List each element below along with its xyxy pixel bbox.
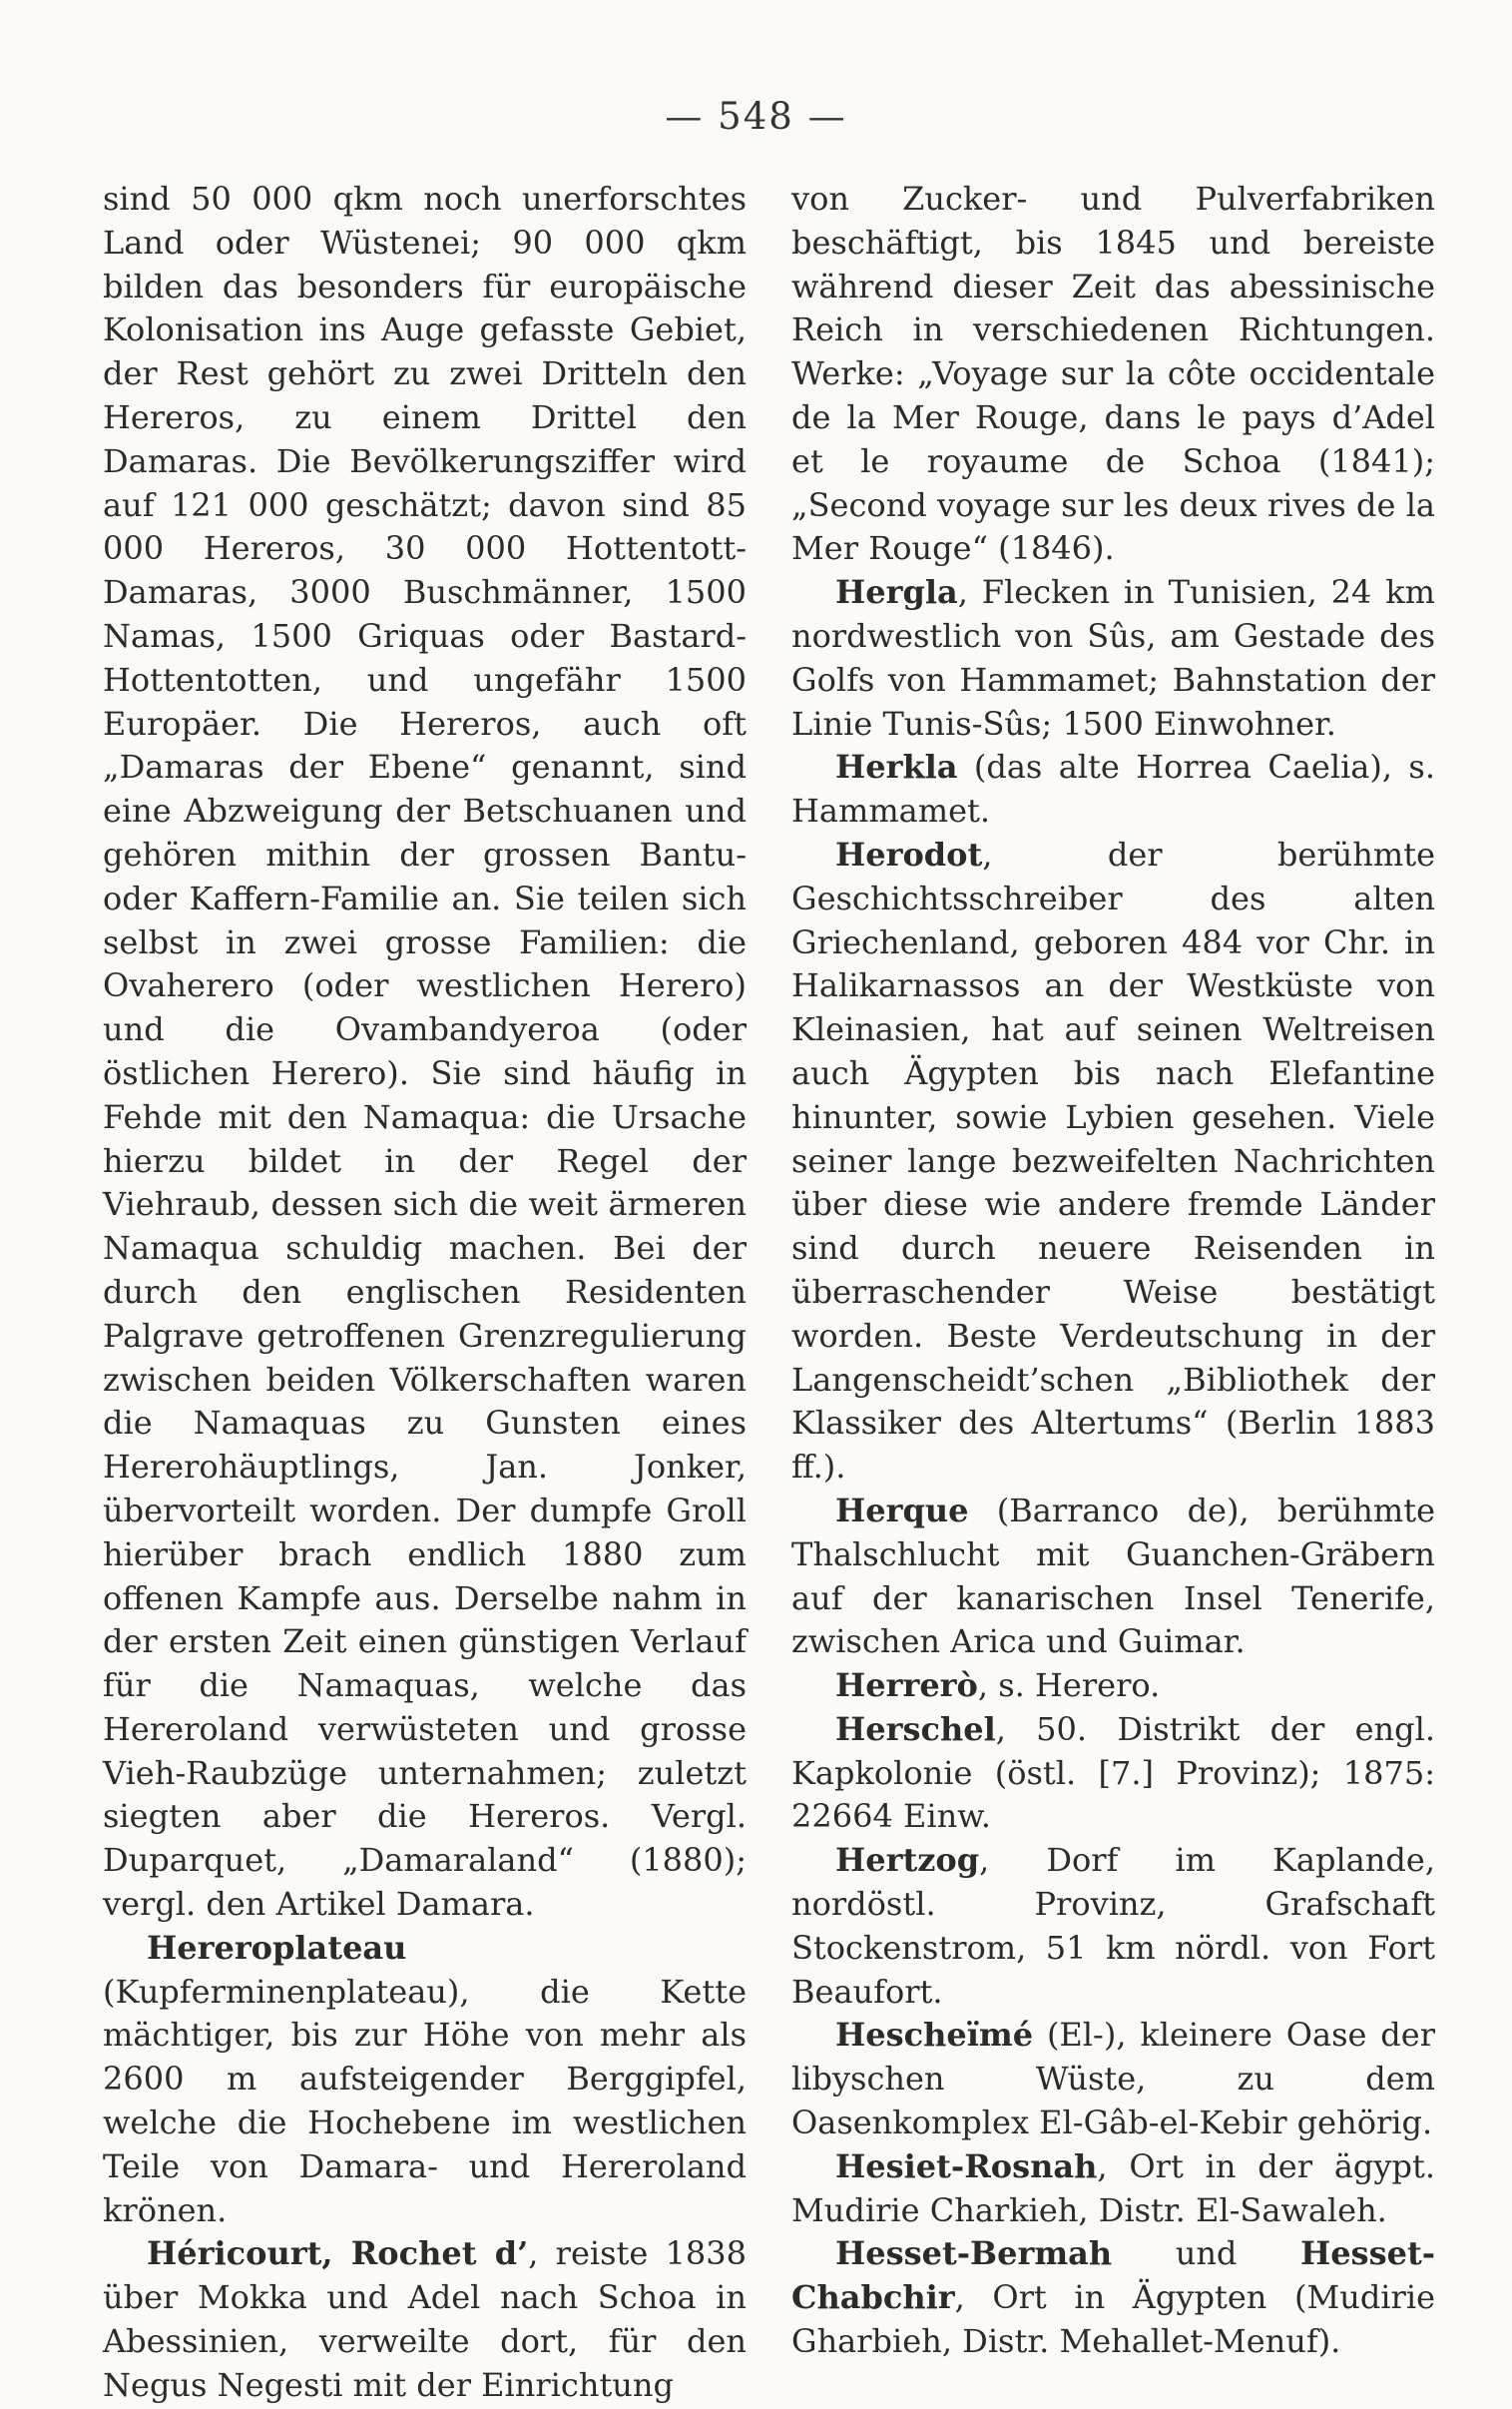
entry-text: , Flecken in Tunisien, 24 km nordwestlich von Sûs, am Gestade des Golfs von Hammamet; Bahnstation der Linie Tunis-Sûs; 1500 Einwohner. — [791, 573, 1435, 743]
entry-text: , Ort in der ägypt. Mudirie Charkieh, Distr. El-Sawaleh. — [791, 2146, 1435, 2229]
entry-herodot — [791, 834, 1435, 1490]
entry-text: sind 50 000 qkm noch unerforschtes Land oder Wüstenei; 90 000 qkm bilden das besonders für europäische Kolonisation ins Auge gefasste Gebiet, der Rest gehört zu zwei Dritteln den Hereros, zu einem Drittel den Damaras. Die Bevölkerungsziffer wird auf 121 000 geschätzt; davon sind 85 000 Hereros, 30 000 Hottentott-Damaras, 3000 Buschmänner, 1500 Namas, 1500 Griquas oder Bastard-Hottentotten, und ungefähr 1500 Europäer. Die Hereros, auch oft „Damaras der Ebene“ genannt, sind eine Abzweigung der Betschuanen und gehören mithin der grossen Bantu- oder Kaffern-Familie an. Sie teilen sich selbst in zwei grosse Familien: die Ovaherero (oder westlichen Herero) und die Ovambandyeroa (oder östlichen Herero). Sie sind häufig in Fehde mit den Namaqua: die Ursache hierzu bildet in der Regel der Viehraub, dessen sich die weit ärmeren Namaqua schuldig machen. Bei der durch den englischen Residenten Palgrave getroffenen Grenzregulierung zwischen beiden Völkerschaften waren die Namaquas zu Gunsten eines Hererohäuptlings, Jan. Jonker, übervorteilt worden. Der dumpfe Groll hierüber brach endlich 1880 zum offenen Kampfe aus. Derselbe nahm in der ersten Zeit einen günstigen Verlauf für die Namaquas, welche das Hereroland verwüsteten und grosse Vieh-Raubzüge unternahmen; zuletzt siegten aber die Hereros. Vergl. Duparquet, „Damaraland“ (1880); vergl. den Artikel Damara. — [103, 180, 747, 1924]
entry-herque — [791, 1490, 1435, 1664]
entry-headword: Hereroplateau — [147, 1928, 407, 1967]
entry-headword: Hescheïmé — [835, 2016, 1034, 2055]
entry-text: von Zucker- und Pulverfabriken beschäftigt, bis 1845 und bereiste während dieser Zeit das abessinische Reich in verschiedenen Richtungen. Werke: „Voyage sur la côte occidentale de la Mer Rouge, dans le pays d’Adel et le royaume de Schoa (1841); „Second voyage sur les deux rives de la Mer Rouge“ (1846). — [791, 180, 1435, 568]
entry-herschel — [791, 1708, 1435, 1839]
entry-text: (El-), kleinere Oase der libyschen Wüste, zu dem Oasenkomplex El-Gâb-el-Kebir gehörig. — [791, 2016, 1435, 2142]
entry-hescheime — [791, 2014, 1435, 2144]
entry-hereroplateau — [103, 1927, 747, 2233]
right-column — [791, 178, 1435, 2364]
entry-headword: Herschel — [835, 1709, 996, 1748]
entry-hertzog — [791, 1839, 1435, 2014]
entry-headword: Hertzog — [835, 1841, 980, 1880]
entry-headword: Hesiet-Rosnah — [835, 2146, 1098, 2185]
entry-text: (Barranco de), berühmte Thalschlucht mit Guanchen-Gräbern auf der kanarischen Insel Tenerife, zwischen Arica und Guimar. — [791, 1491, 1435, 1661]
left-column — [103, 178, 747, 2408]
entry-continuation — [103, 178, 747, 1927]
entry-text: und — [1112, 2234, 1300, 2273]
entry-herrero — [791, 1664, 1435, 1708]
entry-continuation — [791, 178, 1435, 571]
entry-hesset-bermah — [791, 2232, 1435, 2363]
entry-hesiet-rosnah — [791, 2145, 1435, 2233]
entry-headword: Hergla — [835, 573, 958, 612]
entry-text: (Kupferminenplateau), die Kette mächtiger, bis zur Höhe von mehr als 2600 m aufsteigender Berggipfel, welche die Hochebene im westlichen Teile von Damara- und Hereroland krönen. — [103, 1972, 747, 2229]
entry-hergla — [791, 571, 1435, 746]
page-number: — 548 — — [665, 95, 847, 138]
entry-text: , s. Herero. — [977, 1666, 1161, 1705]
entry-headword: Herrerò — [835, 1666, 978, 1705]
entry-text: , Dorf im Kaplande, nordöstl. Provinz, Grafschaft Stockenstrom, 51 km nördl. von Fort Beaufort. — [791, 1841, 1435, 2011]
entry-headword: Herodot — [835, 835, 983, 874]
entry-text: , reiste 1838 über Mokka und Adel nach Schoa in Abessinien, verweilte dort, für den Negus Negesti mit der Einrichtung — [103, 2234, 747, 2404]
entry-text-secondary: , Ort in Ägypten (Mudirie Gharbieh, Distr. Mehallet-Menuf). — [791, 2278, 1435, 2361]
entry-text: , der berühmte Geschichtsschreiber des alten Griechenland, geboren 484 vor Chr. in Halikarnassos an der Westküste von Kleinasien, hat auf seinen Weltreisen auch Ägypten bis nach Elefantine hinunter, sowie Lybien gesehen. Viele seiner lange bezweifelten Nachrichten über diese wie andere fremde Länder sind durch neuere Reisenden in überraschender Weise bestätigt worden. Beste Verdeutschung in der Langenscheidt’schen „Bibliothek der Klassiker des Altertums“ (Berlin 1883 ff.). — [791, 835, 1435, 1487]
entry-headword: Héricourt, Rochet d’ — [147, 2234, 529, 2273]
entry-hericourt — [103, 2232, 747, 2407]
entry-headword: Herkla — [835, 748, 958, 787]
entry-text: , 50. Distrikt der engl. Kapkolonie (östl. [7.] Provinz); 1875: 22664 Einw. — [791, 1709, 1435, 1836]
entry-headword: Herque — [835, 1491, 969, 1529]
entry-text: (das alte Horrea Caelia), s. Hammamet. — [791, 748, 1435, 831]
entry-herkla — [791, 746, 1435, 834]
entry-headword: Hesset-Bermah — [835, 2234, 1113, 2273]
entry-headword-secondary: Hesset-Chabchir — [791, 2234, 1435, 2317]
